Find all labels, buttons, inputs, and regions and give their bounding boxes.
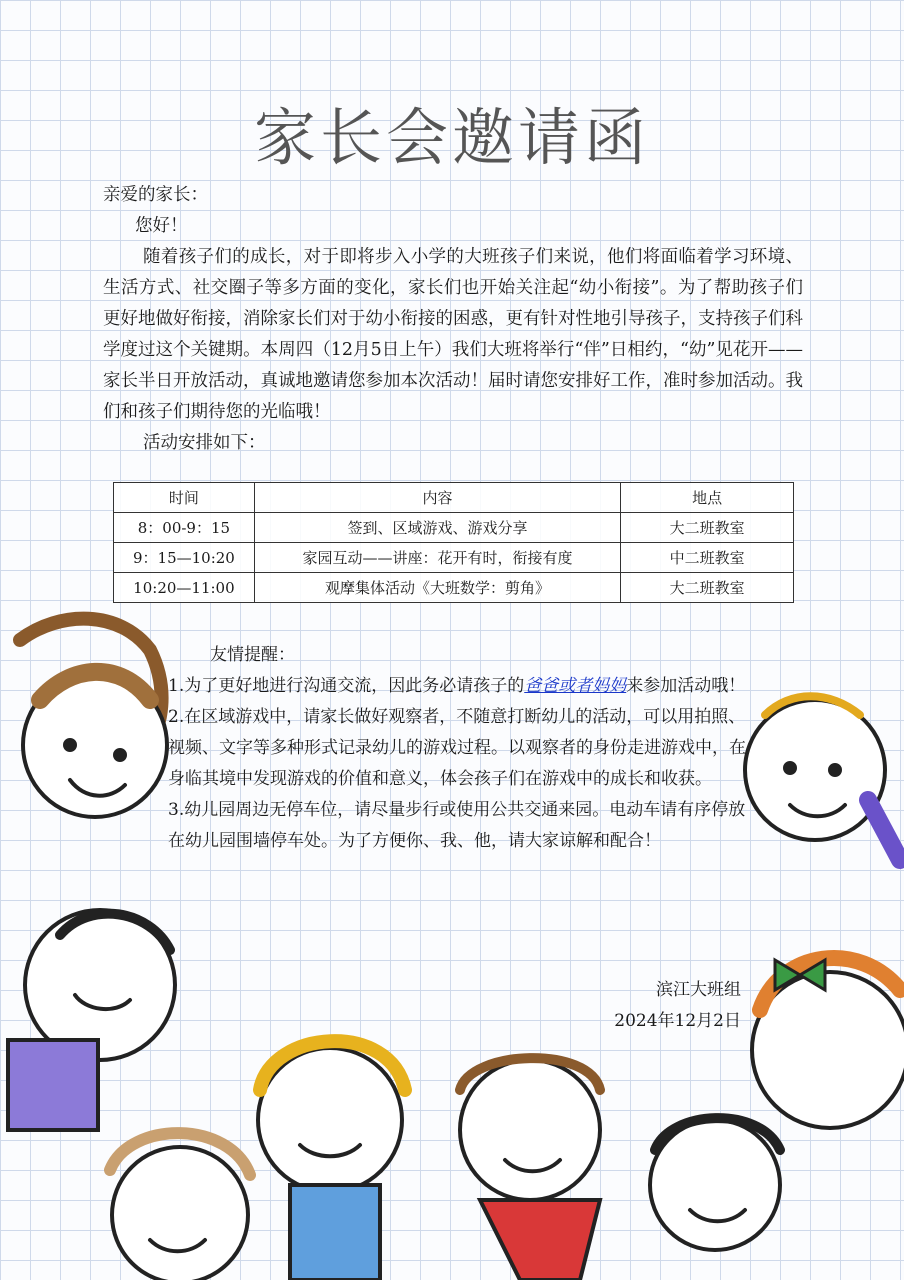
- cell-time: 8：00-9：15: [114, 513, 255, 543]
- header-location: 地点: [621, 483, 794, 513]
- reminder-1: [168, 671, 758, 702]
- schedule-table: [113, 482, 794, 603]
- table-header-row: [114, 483, 794, 513]
- cell-content: 家园互动——讲座：花开有时，衔接有度: [254, 543, 620, 573]
- reminder-2: 2.在区域游戏中，请家长做好观察者，不随意打断幼儿的活动，可以用拍照、视频、文字等多种形式记录幼儿的游戏过程。以观察者的身份走进游戏中，在身临其境中发现游戏的价值和意义，体会孩子们在游戏中的成长和收获。: [168, 707, 746, 789]
- cell-location: 大二班教室: [621, 573, 794, 603]
- reminder-1-text: 1.为了更好地进行沟通交流，因此务必请孩子的: [168, 676, 525, 696]
- greeting: 亲爱的家长：: [103, 185, 208, 205]
- cell-location: 大二班教室: [621, 513, 794, 543]
- schedule-intro: 活动安排如下：: [143, 433, 266, 453]
- reminders: [168, 640, 758, 857]
- letter-body: [103, 180, 803, 459]
- table-row: [114, 513, 794, 543]
- page-title: 家长会邀请函: [253, 101, 650, 174]
- reminder-3: 3.幼儿园周边无停车位，请尽量步行或使用公共交通来园。电动车请有序停放在幼儿园围墙停车处。为了方便你、我、他，请大家谅解和配合！: [168, 800, 746, 851]
- reminders-heading: 友情提醒：: [210, 645, 295, 665]
- hello: 您好！: [135, 216, 188, 236]
- cell-content: 签到、区域游戏、游戏分享: [254, 513, 620, 543]
- table-row: [114, 543, 794, 573]
- signature: [614, 975, 741, 1037]
- cell-location: 中二班教室: [621, 543, 794, 573]
- cell-time: 10:20—11:00: [114, 573, 255, 603]
- main-paragraph: 随着孩子们的成长，对于即将步入小学的大班孩子们来说，他们将面临着学习环境、生活方式、社交圈子等多方面的变化，家长们也开始关注起“幼小衔接”。为了帮助孩子们更好地做好衔接，消除家长们对于幼小衔接的困惑，更有针对性地引导孩子，支持孩子们科学度过这个关键期。本周四（12月5日上午）我们大班将举行“伴”日相约，“幼”见花开——家长半日开放活动，真诚地邀请您参加本次活动！届时请您安排好工作，准时参加活动。我们和孩子们期待您的光临哦！: [103, 247, 803, 422]
- signature-date: 2024年12月2日: [614, 1011, 741, 1031]
- signature-org: 滨江大班组: [656, 980, 741, 1000]
- header-content: 内容: [254, 483, 620, 513]
- reminder-1-tail: 来参加活动哦！: [626, 676, 746, 696]
- header-time: 时间: [114, 483, 255, 513]
- table-row: [114, 573, 794, 603]
- cell-content: 观摩集体活动《大班数学：剪角》: [254, 573, 620, 603]
- cell-time: 9：15—10:20: [114, 543, 255, 573]
- parents-link[interactable]: 爸爸或者妈妈: [524, 676, 627, 696]
